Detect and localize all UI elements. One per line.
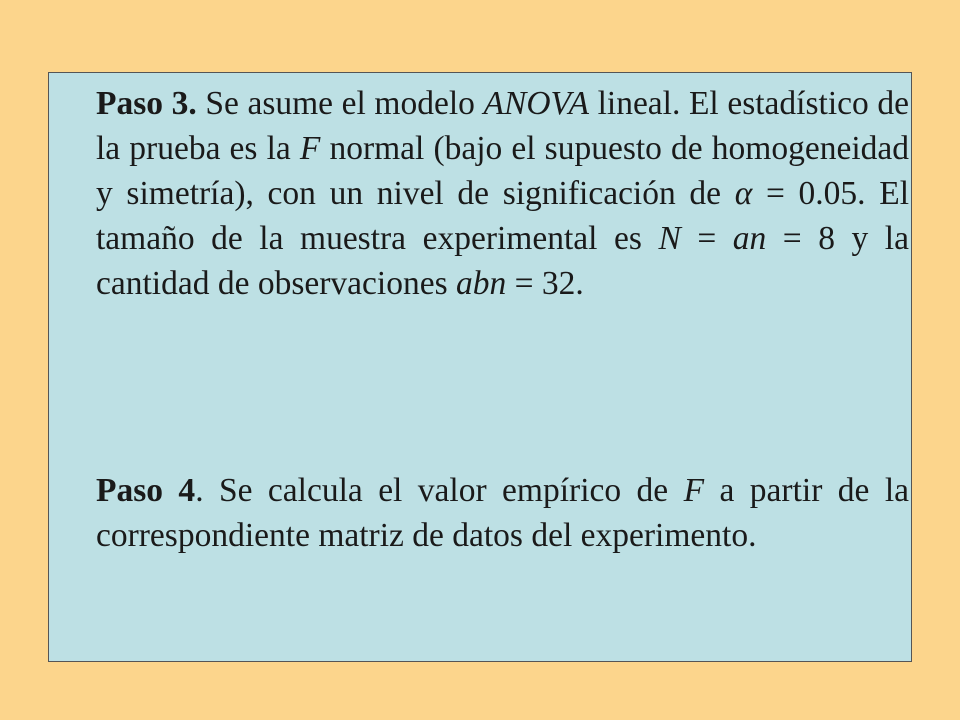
step-3-text: = 8 y la cantidad de observaciones bbox=[96, 220, 909, 302]
step-3-text: = bbox=[680, 220, 733, 257]
step-4-heading: Paso 4 bbox=[96, 472, 196, 509]
step-3-text: Se asume el modelo bbox=[196, 85, 484, 122]
step-4-text: . Se calcula el valor empírico de bbox=[195, 472, 684, 509]
step-3-text: = 0.05. El tamaño de la muestra experimental es bbox=[96, 175, 909, 257]
step-3-paragraph bbox=[96, 81, 909, 306]
an-symbol: an bbox=[732, 220, 767, 257]
anova-term: ANOVA bbox=[483, 85, 589, 122]
n-symbol: N bbox=[658, 220, 681, 257]
step-3-heading: Paso 3. bbox=[96, 85, 197, 122]
step-3-text: lineal. El estadístico de la prueba es la bbox=[96, 85, 909, 167]
content-box bbox=[48, 72, 912, 662]
step-3-text: = 32. bbox=[506, 265, 584, 302]
alpha-symbol: α bbox=[734, 175, 753, 212]
step-3-text: normal (bajo el supuesto de homogeneidad y simetría), con un nivel de significación de bbox=[96, 130, 909, 212]
f-statistic-symbol: F bbox=[299, 130, 321, 167]
step-4-text: a partir de la correspondiente matriz de datos del experimento. bbox=[96, 472, 910, 554]
abn-symbol: abn bbox=[455, 265, 507, 302]
f-statistic-symbol: F bbox=[683, 472, 705, 509]
step-4-paragraph bbox=[96, 468, 909, 558]
